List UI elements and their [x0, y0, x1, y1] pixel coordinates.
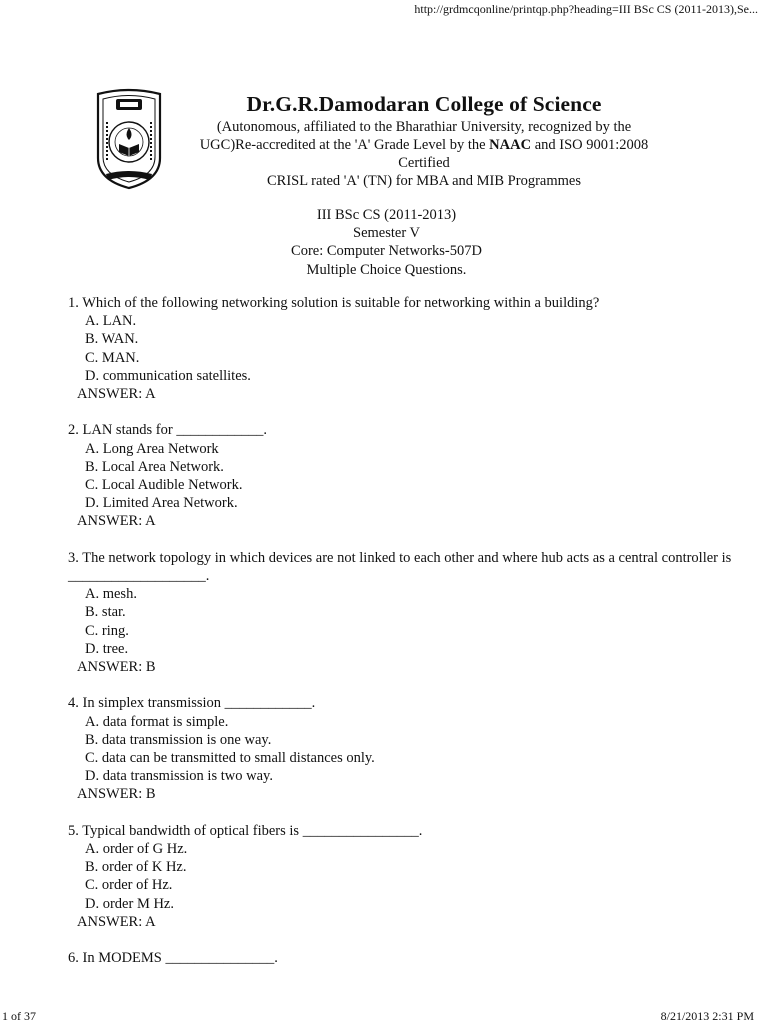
question-4 — [68, 694, 738, 803]
option: C. ring. — [85, 622, 129, 639]
option: C. Local Audible Network. — [85, 477, 243, 494]
answer: ANSWER: A — [77, 386, 156, 403]
question-3 — [68, 549, 738, 676]
option: A. data format is simple. — [85, 713, 229, 730]
answer: ANSWER: B — [77, 786, 156, 803]
option: A. Long Area Network — [85, 440, 219, 457]
option: C. MAN. — [85, 349, 140, 366]
option: B. order of K Hz. — [85, 859, 187, 876]
question-6 — [68, 949, 738, 967]
question-text: 2. LAN stands for ____________. — [68, 422, 267, 439]
question-text: 6. In MODEMS _______________. — [68, 950, 278, 967]
option: A. LAN. — [85, 313, 137, 330]
college-crest-icon — [92, 88, 166, 192]
option: B. data transmission is one way. — [85, 731, 272, 748]
naac-text: NAAC — [489, 137, 532, 153]
option: B. WAN. — [85, 331, 139, 348]
print-datetime: 8/21/2013 2:31 PM — [660, 1009, 754, 1023]
option: C. data can be transmitted to small distances only. — [85, 750, 375, 767]
print-header-url: http://grdmcqonline/printqp.php?heading=III BSc CS (2011-2013),Se... — [414, 2, 758, 16]
college-logo — [92, 88, 166, 192]
question-1 — [68, 294, 738, 403]
option: D. order M Hz. — [85, 895, 174, 912]
accreditation-line: UGC)Re-accredited at the 'A' Grade Level by the NAAC and ISO 9001:2008 — [199, 137, 649, 153]
option: A. mesh. — [85, 586, 137, 603]
question-2 — [68, 421, 738, 530]
option: C. order of Hz. — [85, 877, 173, 894]
option: D. data transmission is two way. — [85, 768, 273, 785]
course-type: Multiple Choice Questions. — [306, 261, 467, 278]
college-name: Dr.G.R.Damodaran College of Science — [246, 92, 602, 116]
question-5 — [68, 822, 738, 931]
option: D. Limited Area Network. — [85, 495, 238, 512]
option: B. star. — [85, 604, 126, 621]
document-header — [170, 90, 678, 190]
course-info — [200, 206, 573, 279]
answer: ANSWER: B — [77, 659, 156, 676]
course-semester: Semester V — [353, 225, 420, 242]
question-text: 1. Which of the following networking solution is suitable for networking within a building? — [68, 295, 600, 311]
course-paper: Core: Computer Networks-507D — [291, 243, 482, 260]
option: D. tree. — [85, 640, 129, 657]
affiliation-line: (Autonomous, affiliated to the Bharathiar University, recognized by the — [216, 119, 632, 135]
option: D. communication satellites. — [85, 367, 251, 384]
page-counter: 1 of 37 — [2, 1009, 36, 1023]
answer: ANSWER: A — [77, 913, 156, 930]
question-text: 5. Typical bandwidth of optical fibers is ________________. — [68, 822, 423, 839]
option: A. order of G Hz. — [85, 841, 188, 858]
question-text: 4. In simplex transmission ____________. — [68, 695, 316, 712]
question-text: 3. The network topology in which devices are not linked to each other and where hub acts as a central controller is ___________________. — [68, 549, 732, 585]
question-list — [68, 294, 738, 986]
certification-line: Certified — [398, 155, 450, 171]
answer: ANSWER: A — [77, 513, 156, 530]
option: B. Local Area Network. — [85, 458, 224, 475]
crisl-line: CRISL rated 'A' (TN) for MBA and MIB Programmes — [267, 173, 581, 189]
course-batch: III BSc CS (2011-2013) — [316, 207, 457, 223]
